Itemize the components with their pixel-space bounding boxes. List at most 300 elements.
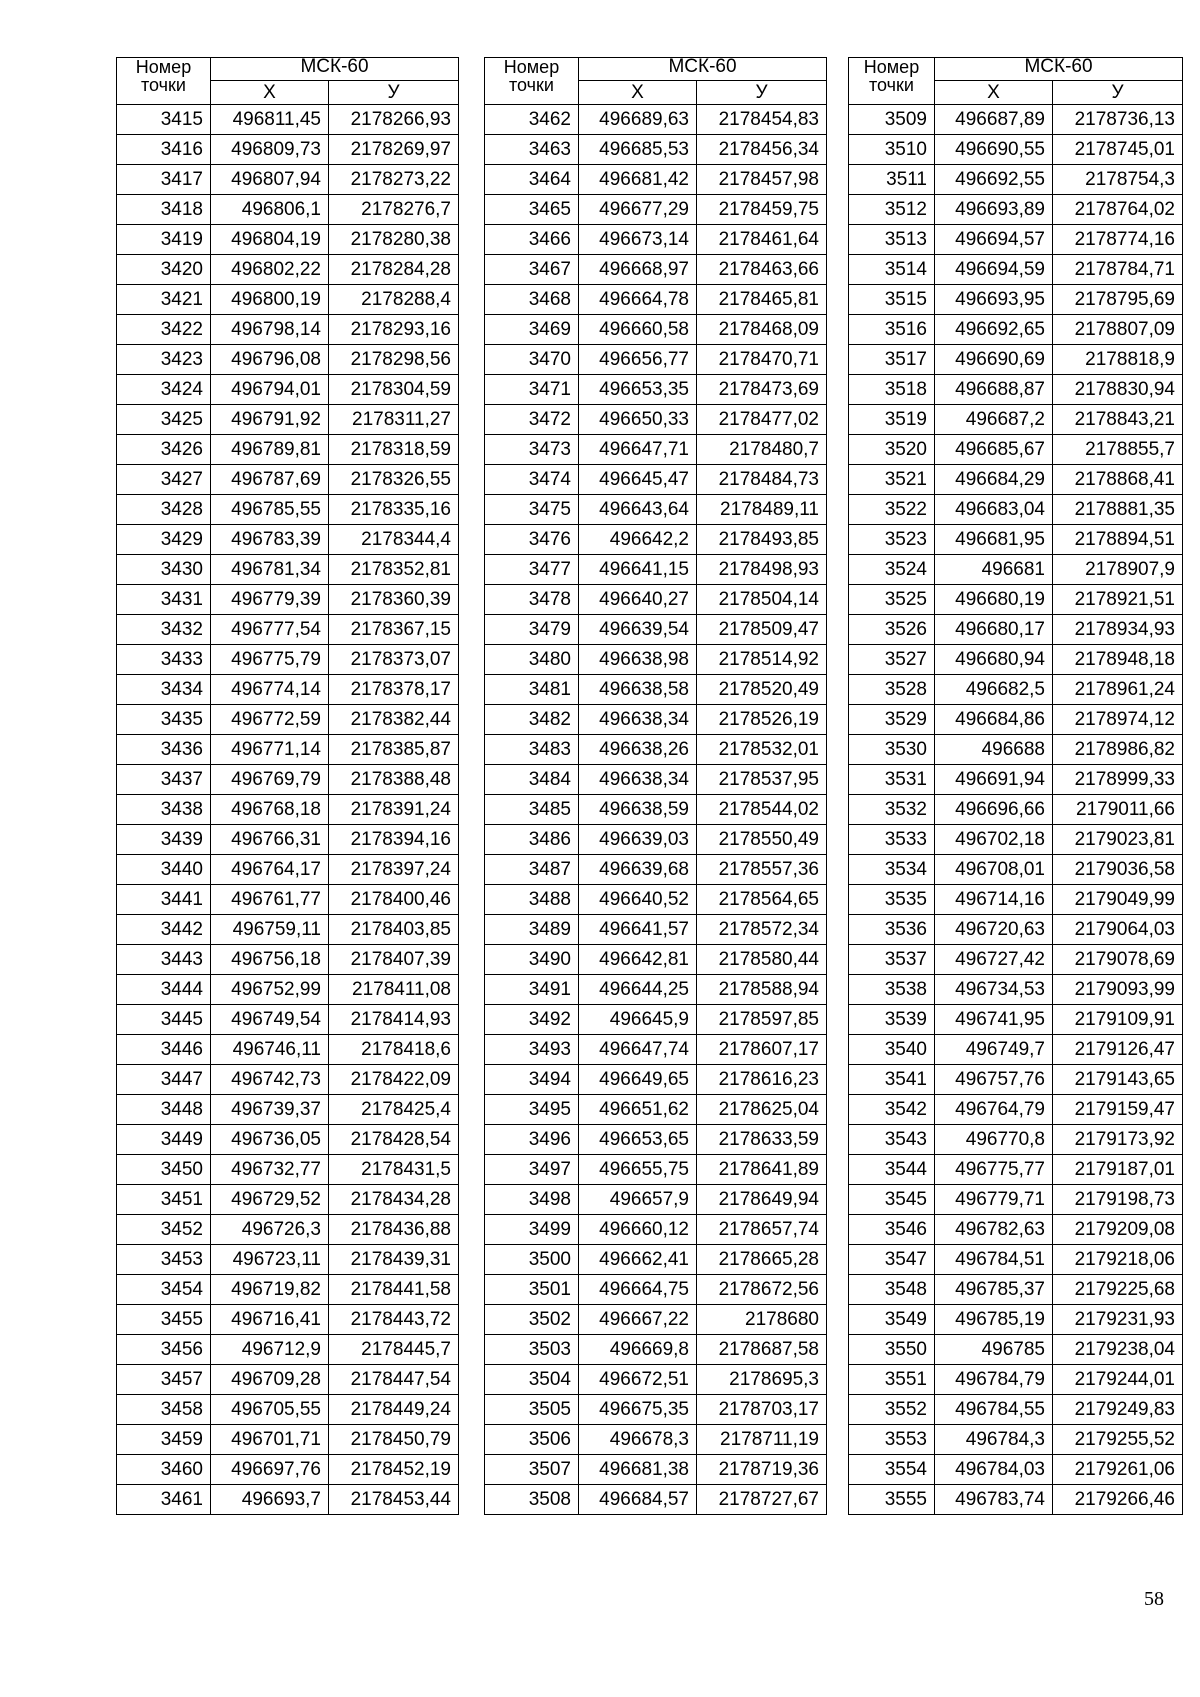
y-coordinate-cell: 2178795,69 <box>1053 285 1183 315</box>
y-coordinate-cell: 2178276,7 <box>329 195 459 225</box>
point-number-cell: 3464 <box>485 165 579 195</box>
point-number-cell: 3519 <box>849 405 935 435</box>
table-row <box>117 495 459 525</box>
point-number-cell: 3530 <box>849 735 935 765</box>
x-coordinate-cell: 496783,39 <box>211 525 329 555</box>
y-coordinate-cell: 2178934,93 <box>1053 615 1183 645</box>
point-number-cell: 3420 <box>117 255 211 285</box>
x-coordinate-cell: 496638,34 <box>579 705 697 735</box>
table-row <box>117 705 459 735</box>
point-number-cell: 3465 <box>485 195 579 225</box>
y-coordinate-cell: 2178894,51 <box>1053 525 1183 555</box>
y-coordinate-cell: 2178520,49 <box>697 675 827 705</box>
x-coordinate-cell: 496785,37 <box>935 1275 1053 1305</box>
table-row <box>117 1425 459 1455</box>
y-coordinate-cell: 2178378,17 <box>329 675 459 705</box>
x-coordinate-cell: 496775,77 <box>935 1155 1053 1185</box>
y-coordinate-cell: 2178457,98 <box>697 165 827 195</box>
y-coordinate-cell: 2178266,93 <box>329 105 459 135</box>
x-coordinate-cell: 496732,77 <box>211 1155 329 1185</box>
point-number-cell: 3437 <box>117 765 211 795</box>
x-coordinate-cell: 496800,19 <box>211 285 329 315</box>
point-number-cell: 3460 <box>117 1455 211 1485</box>
table-row <box>117 435 459 465</box>
y-coordinate-cell: 2178711,19 <box>697 1425 827 1455</box>
x-coordinate-cell: 496794,01 <box>211 375 329 405</box>
x-coordinate-cell: 496642,81 <box>579 945 697 975</box>
table-row <box>117 1485 459 1515</box>
y-coordinate-cell: 2179173,92 <box>1053 1125 1183 1155</box>
y-coordinate-cell: 2178657,74 <box>697 1215 827 1245</box>
point-number-cell: 3480 <box>485 645 579 675</box>
table-row <box>485 1335 827 1365</box>
table-row <box>117 345 459 375</box>
x-coordinate-cell: 496685,53 <box>579 135 697 165</box>
point-number-cell: 3526 <box>849 615 935 645</box>
table-row <box>117 105 459 135</box>
y-coordinate-cell: 2178504,14 <box>697 585 827 615</box>
y-coordinate-cell: 2178633,59 <box>697 1125 827 1155</box>
y-coordinate-cell: 2179064,03 <box>1053 915 1183 945</box>
y-coordinate-cell: 2178411,08 <box>329 975 459 1005</box>
x-coordinate-cell: 496642,2 <box>579 525 697 555</box>
y-coordinate-cell: 2178465,81 <box>697 285 827 315</box>
point-number-cell: 3493 <box>485 1035 579 1065</box>
y-coordinate-cell: 2178428,54 <box>329 1125 459 1155</box>
y-coordinate-cell: 2178727,67 <box>697 1485 827 1515</box>
x-coordinate-cell: 496779,71 <box>935 1185 1053 1215</box>
table-row <box>849 1395 1183 1425</box>
x-coordinate-cell: 496769,79 <box>211 765 329 795</box>
x-coordinate-cell: 496651,62 <box>579 1095 697 1125</box>
y-coordinate-cell: 2178439,31 <box>329 1245 459 1275</box>
y-coordinate-cell: 2178607,17 <box>697 1035 827 1065</box>
x-coordinate-cell: 496657,9 <box>579 1185 697 1215</box>
table-row <box>485 1425 827 1455</box>
y-coordinate-cell: 2178550,49 <box>697 825 827 855</box>
x-coordinate-cell: 496784,55 <box>935 1395 1053 1425</box>
table-row <box>849 675 1183 705</box>
y-coordinate-cell: 2178304,59 <box>329 375 459 405</box>
x-coordinate-cell: 496681 <box>935 555 1053 585</box>
x-coordinate-cell: 496662,41 <box>579 1245 697 1275</box>
y-coordinate-cell: 2178403,85 <box>329 915 459 945</box>
table-row <box>849 945 1183 975</box>
point-number-cell: 3552 <box>849 1395 935 1425</box>
point-number-cell: 3539 <box>849 1005 935 1035</box>
table-row <box>117 1185 459 1215</box>
point-number-cell: 3548 <box>849 1275 935 1305</box>
x-coordinate-cell: 496796,08 <box>211 345 329 375</box>
point-number-cell: 3449 <box>117 1125 211 1155</box>
point-number-cell: 3441 <box>117 885 211 915</box>
point-number-cell: 3486 <box>485 825 579 855</box>
point-number-cell: 3453 <box>117 1245 211 1275</box>
x-coordinate-cell: 496684,86 <box>935 705 1053 735</box>
table-row <box>117 1065 459 1095</box>
point-number-cell: 3474 <box>485 465 579 495</box>
point-number-header: Номер точки <box>485 58 579 105</box>
point-number-cell: 3510 <box>849 135 935 165</box>
y-coordinate-cell: 2178288,4 <box>329 285 459 315</box>
x-coordinate-cell: 496643,64 <box>579 495 697 525</box>
point-number-cell: 3529 <box>849 705 935 735</box>
table-row <box>849 705 1183 735</box>
x-coordinate-cell: 496764,17 <box>211 855 329 885</box>
page-number: 58 <box>1144 1588 1164 1610</box>
x-coordinate-cell: 496667,22 <box>579 1305 697 1335</box>
table-row <box>849 375 1183 405</box>
y-coordinate-cell: 2178719,36 <box>697 1455 827 1485</box>
point-number-cell: 3472 <box>485 405 579 435</box>
x-coordinate-cell: 496689,63 <box>579 105 697 135</box>
x-axis-header: Х <box>211 81 329 105</box>
y-coordinate-cell: 2178394,16 <box>329 825 459 855</box>
table-row <box>117 1305 459 1335</box>
y-coordinate-cell: 2178921,51 <box>1053 585 1183 615</box>
point-number-cell: 3476 <box>485 525 579 555</box>
y-coordinate-cell: 2178425,4 <box>329 1095 459 1125</box>
point-number-cell: 3545 <box>849 1185 935 1215</box>
table-row <box>117 765 459 795</box>
table-row <box>117 615 459 645</box>
x-coordinate-cell: 496787,69 <box>211 465 329 495</box>
point-number-cell: 3436 <box>117 735 211 765</box>
table-row <box>849 465 1183 495</box>
point-number-cell: 3534 <box>849 855 935 885</box>
x-coordinate-cell: 496683,04 <box>935 495 1053 525</box>
y-coordinate-cell: 2178414,93 <box>329 1005 459 1035</box>
table-row <box>849 285 1183 315</box>
y-coordinate-cell: 2178391,24 <box>329 795 459 825</box>
point-number-cell: 3513 <box>849 225 935 255</box>
x-coordinate-cell: 496709,28 <box>211 1365 329 1395</box>
x-axis-header: Х <box>935 81 1053 105</box>
table-row <box>117 255 459 285</box>
x-coordinate-cell: 496802,22 <box>211 255 329 285</box>
table-row <box>485 615 827 645</box>
y-coordinate-cell: 2179109,91 <box>1053 1005 1183 1035</box>
table-row <box>849 195 1183 225</box>
point-number-cell: 3521 <box>849 465 935 495</box>
point-number-cell: 3537 <box>849 945 935 975</box>
x-coordinate-cell: 496741,95 <box>935 1005 1053 1035</box>
coordinates-table-3 <box>848 57 1183 1515</box>
table-row <box>849 135 1183 165</box>
point-number-cell: 3509 <box>849 105 935 135</box>
y-coordinate-cell: 2178526,19 <box>697 705 827 735</box>
x-coordinate-cell: 496784,03 <box>935 1455 1053 1485</box>
y-coordinate-cell: 2178436,88 <box>329 1215 459 1245</box>
x-coordinate-cell: 496742,73 <box>211 1065 329 1095</box>
y-coordinate-cell: 2178318,59 <box>329 435 459 465</box>
y-coordinate-cell: 2178293,16 <box>329 315 459 345</box>
table-row <box>849 495 1183 525</box>
x-coordinate-cell: 496696,66 <box>935 795 1053 825</box>
x-coordinate-cell: 496697,76 <box>211 1455 329 1485</box>
table-row <box>849 1215 1183 1245</box>
y-coordinate-cell: 2178830,94 <box>1053 375 1183 405</box>
y-coordinate-cell: 2178454,83 <box>697 105 827 135</box>
y-coordinate-cell: 2178456,34 <box>697 135 827 165</box>
x-coordinate-cell: 496692,55 <box>935 165 1053 195</box>
table-row <box>485 735 827 765</box>
table-row <box>117 135 459 165</box>
y-coordinate-cell: 2179238,04 <box>1053 1335 1183 1365</box>
table-body <box>117 105 459 1515</box>
x-coordinate-cell: 496716,41 <box>211 1305 329 1335</box>
y-coordinate-cell: 2178468,09 <box>697 315 827 345</box>
point-number-cell: 3501 <box>485 1275 579 1305</box>
y-coordinate-cell: 2178382,44 <box>329 705 459 735</box>
y-coordinate-cell: 2179209,08 <box>1053 1215 1183 1245</box>
table-row <box>117 1155 459 1185</box>
table-row <box>485 1275 827 1305</box>
x-coordinate-cell: 496640,27 <box>579 585 697 615</box>
y-coordinate-cell: 2178532,01 <box>697 735 827 765</box>
x-coordinate-cell: 496684,57 <box>579 1485 697 1515</box>
table-row <box>117 585 459 615</box>
y-coordinate-cell: 2178807,09 <box>1053 315 1183 345</box>
x-coordinate-cell: 496650,33 <box>579 405 697 435</box>
table-row <box>485 495 827 525</box>
point-number-cell: 3542 <box>849 1095 935 1125</box>
x-coordinate-cell: 496664,78 <box>579 285 697 315</box>
y-coordinate-cell: 2178999,33 <box>1053 765 1183 795</box>
table-row <box>849 555 1183 585</box>
x-coordinate-cell: 496749,7 <box>935 1035 1053 1065</box>
table-row <box>485 255 827 285</box>
y-coordinate-cell: 2178400,46 <box>329 885 459 915</box>
point-number-cell: 3439 <box>117 825 211 855</box>
y-coordinate-cell: 2178641,89 <box>697 1155 827 1185</box>
y-coordinate-cell: 2178818,9 <box>1053 345 1183 375</box>
table-row <box>485 465 827 495</box>
point-number-cell: 3482 <box>485 705 579 735</box>
y-coordinate-cell: 2178625,04 <box>697 1095 827 1125</box>
table-body <box>849 105 1183 1515</box>
x-coordinate-cell: 496691,94 <box>935 765 1053 795</box>
x-coordinate-cell: 496678,3 <box>579 1425 697 1455</box>
table-row <box>849 1335 1183 1365</box>
x-coordinate-cell: 496811,45 <box>211 105 329 135</box>
point-number-cell: 3443 <box>117 945 211 975</box>
table-row <box>485 1155 827 1185</box>
point-number-cell: 3541 <box>849 1065 935 1095</box>
y-coordinate-cell: 2179078,69 <box>1053 945 1183 975</box>
point-number-cell: 3438 <box>117 795 211 825</box>
point-number-cell: 3532 <box>849 795 935 825</box>
point-number-cell: 3491 <box>485 975 579 1005</box>
x-coordinate-cell: 496759,11 <box>211 915 329 945</box>
point-number-cell: 3432 <box>117 615 211 645</box>
y-coordinate-cell: 2179187,01 <box>1053 1155 1183 1185</box>
y-coordinate-cell: 2178784,71 <box>1053 255 1183 285</box>
y-coordinate-cell: 2178269,97 <box>329 135 459 165</box>
x-coordinate-cell: 496660,12 <box>579 1215 697 1245</box>
x-coordinate-cell: 496693,89 <box>935 195 1053 225</box>
y-coordinate-cell: 2178881,35 <box>1053 495 1183 525</box>
table-row <box>849 1125 1183 1155</box>
y-coordinate-cell: 2178445,7 <box>329 1335 459 1365</box>
point-number-cell: 3455 <box>117 1305 211 1335</box>
x-coordinate-cell: 496771,14 <box>211 735 329 765</box>
table-row <box>117 525 459 555</box>
table-row <box>117 1365 459 1395</box>
y-coordinate-cell: 2178687,58 <box>697 1335 827 1365</box>
table-row <box>117 1035 459 1065</box>
point-number-cell: 3503 <box>485 1335 579 1365</box>
point-number-header: Номер точки <box>117 58 211 105</box>
x-coordinate-cell: 496647,74 <box>579 1035 697 1065</box>
y-coordinate-cell: 2178447,54 <box>329 1365 459 1395</box>
x-coordinate-cell: 496645,9 <box>579 1005 697 1035</box>
table-row <box>849 585 1183 615</box>
y-coordinate-cell: 2178557,36 <box>697 855 827 885</box>
y-coordinate-cell: 2178509,47 <box>697 615 827 645</box>
x-coordinate-cell: 496660,58 <box>579 315 697 345</box>
x-coordinate-cell: 496785,19 <box>935 1305 1053 1335</box>
y-coordinate-cell: 2178514,92 <box>697 645 827 675</box>
table-row <box>485 1185 827 1215</box>
table-row <box>485 405 827 435</box>
point-number-cell: 3461 <box>117 1485 211 1515</box>
table-row <box>485 1455 827 1485</box>
y-coordinate-cell: 2178580,44 <box>697 945 827 975</box>
y-coordinate-cell: 2178480,7 <box>697 435 827 465</box>
point-number-cell: 3498 <box>485 1185 579 1215</box>
x-coordinate-cell: 496672,51 <box>579 1365 697 1395</box>
table-row <box>849 315 1183 345</box>
table-row <box>849 1065 1183 1095</box>
y-coordinate-cell: 2178450,79 <box>329 1425 459 1455</box>
table-row <box>117 1125 459 1155</box>
point-number-cell: 3444 <box>117 975 211 1005</box>
table-row <box>117 945 459 975</box>
x-coordinate-cell: 496777,54 <box>211 615 329 645</box>
point-number-cell: 3485 <box>485 795 579 825</box>
point-number-cell: 3524 <box>849 555 935 585</box>
table-row <box>117 1005 459 1035</box>
y-coordinate-cell: 2178745,01 <box>1053 135 1183 165</box>
point-number-cell: 3512 <box>849 195 935 225</box>
y-coordinate-cell: 2178397,24 <box>329 855 459 885</box>
x-coordinate-cell: 496749,54 <box>211 1005 329 1035</box>
point-number-cell: 3431 <box>117 585 211 615</box>
y-coordinate-cell: 2178498,93 <box>697 555 827 585</box>
y-coordinate-cell: 2178422,09 <box>329 1065 459 1095</box>
point-number-cell: 3492 <box>485 1005 579 1035</box>
x-coordinate-cell: 496653,35 <box>579 375 697 405</box>
x-coordinate-cell: 496639,54 <box>579 615 697 645</box>
point-number-cell: 3434 <box>117 675 211 705</box>
y-coordinate-cell: 2178764,02 <box>1053 195 1183 225</box>
table-row <box>485 1245 827 1275</box>
y-coordinate-cell: 2178493,85 <box>697 525 827 555</box>
table-row <box>849 1455 1183 1485</box>
table-row <box>117 675 459 705</box>
x-coordinate-cell: 496688,87 <box>935 375 1053 405</box>
table-row <box>485 435 827 465</box>
table-row <box>849 525 1183 555</box>
y-coordinate-cell: 2179126,47 <box>1053 1035 1183 1065</box>
point-number-cell: 3499 <box>485 1215 579 1245</box>
point-number-cell: 3520 <box>849 435 935 465</box>
x-coordinate-cell: 496694,57 <box>935 225 1053 255</box>
point-number-cell: 3469 <box>485 315 579 345</box>
y-coordinate-cell: 2178443,72 <box>329 1305 459 1335</box>
table-row <box>849 615 1183 645</box>
point-number-cell: 3543 <box>849 1125 935 1155</box>
y-coordinate-cell: 2178544,02 <box>697 795 827 825</box>
point-number-cell: 3427 <box>117 465 211 495</box>
point-number-cell: 3506 <box>485 1425 579 1455</box>
point-number-cell: 3430 <box>117 555 211 585</box>
x-coordinate-cell: 496756,18 <box>211 945 329 975</box>
x-coordinate-cell: 496705,55 <box>211 1395 329 1425</box>
table-row <box>849 1425 1183 1455</box>
point-number-cell: 3457 <box>117 1365 211 1395</box>
table-row <box>117 645 459 675</box>
x-coordinate-cell: 496680,17 <box>935 615 1053 645</box>
y-coordinate-cell: 2178564,65 <box>697 885 827 915</box>
x-coordinate-cell: 496669,8 <box>579 1335 697 1365</box>
x-coordinate-cell: 496656,77 <box>579 345 697 375</box>
table-row <box>849 765 1183 795</box>
y-coordinate-cell: 2178352,81 <box>329 555 459 585</box>
x-coordinate-cell: 496693,95 <box>935 285 1053 315</box>
table-row <box>485 105 827 135</box>
table-row <box>849 915 1183 945</box>
table-row <box>849 1095 1183 1125</box>
point-number-cell: 3425 <box>117 405 211 435</box>
table-row <box>849 1185 1183 1215</box>
y-coordinate-cell: 2178326,55 <box>329 465 459 495</box>
table-row <box>849 1155 1183 1185</box>
table-row <box>485 825 827 855</box>
table-row <box>117 795 459 825</box>
table-row <box>485 1365 827 1395</box>
table-row <box>849 1005 1183 1035</box>
table-row <box>849 255 1183 285</box>
y-coordinate-cell: 2178774,16 <box>1053 225 1183 255</box>
table-body <box>485 105 827 1515</box>
table-row <box>117 1095 459 1125</box>
x-coordinate-cell: 496775,79 <box>211 645 329 675</box>
y-axis-header: У <box>697 81 827 105</box>
point-number-cell: 3517 <box>849 345 935 375</box>
x-coordinate-cell: 496809,73 <box>211 135 329 165</box>
point-number-cell: 3447 <box>117 1065 211 1095</box>
x-coordinate-cell: 496687,2 <box>935 405 1053 435</box>
y-coordinate-cell: 2178572,34 <box>697 915 827 945</box>
table-row <box>849 645 1183 675</box>
table-row <box>849 345 1183 375</box>
x-coordinate-cell: 496736,05 <box>211 1125 329 1155</box>
point-number-cell: 3544 <box>849 1155 935 1185</box>
point-number-cell: 3440 <box>117 855 211 885</box>
table-row <box>117 1335 459 1365</box>
table-row <box>485 585 827 615</box>
x-coordinate-cell: 496734,53 <box>935 975 1053 1005</box>
point-number-cell: 3463 <box>485 135 579 165</box>
point-number-cell: 3551 <box>849 1365 935 1395</box>
point-number-cell: 3527 <box>849 645 935 675</box>
x-coordinate-cell: 496644,25 <box>579 975 697 1005</box>
point-number-cell: 3421 <box>117 285 211 315</box>
y-coordinate-cell: 2178680 <box>697 1305 827 1335</box>
x-coordinate-cell: 496682,5 <box>935 675 1053 705</box>
